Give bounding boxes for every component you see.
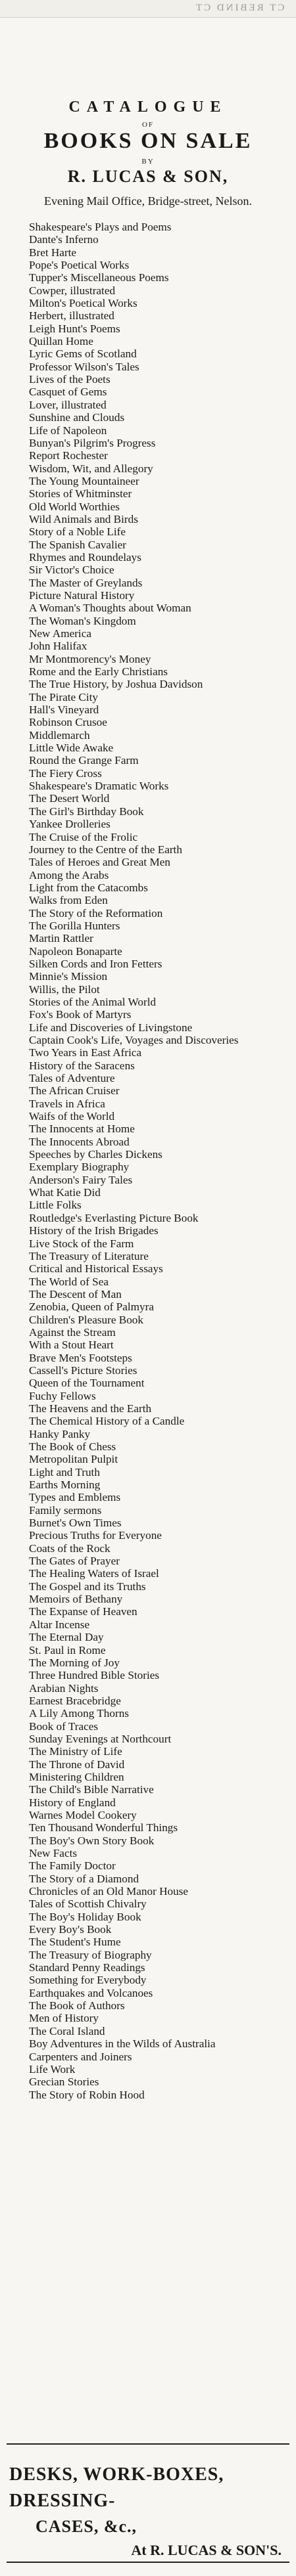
book-title: Earthquakes and Volcanoes [29, 1986, 153, 1999]
book-title: Shakespeare's Dramatic Works [29, 780, 169, 793]
book-title: Quillan Home [29, 335, 93, 348]
book-title: The Healing Waters of Israel [29, 1567, 159, 1580]
book-title: Memoirs of Bethany [29, 1593, 123, 1606]
book-title: History of the Saracens [29, 1059, 135, 1072]
book-title: The Expanse of Heaven [29, 1605, 137, 1618]
book-title: The Eternal Day [29, 1631, 104, 1644]
advert-line-3: At R. LUCAS & SON'S. [131, 2542, 282, 2558]
book-title: Altar Incense [29, 1618, 90, 1631]
book-title: Among the Arabs [29, 868, 109, 881]
book-title: Milton's Poetical Works [29, 297, 137, 310]
book-title: St. Paul in Rome [29, 1643, 106, 1656]
book-title: Captain Cook's Life, Voyages and Discoveries [29, 1034, 239, 1046]
seller-address: Evening Mail Office, Bridge-street, Nelson. [43, 194, 253, 208]
book-title: Tales of Heroes and Great Men [29, 856, 170, 869]
book-title: Light from the Catacombs [29, 881, 148, 894]
book-title: The Innocents Abroad [29, 1135, 130, 1148]
book-title: Anderson's Fairy Tales [29, 1173, 133, 1186]
book-title: Professor Wilson's Tales [29, 360, 139, 373]
book-title: The Boy's Own Story Book [29, 1834, 155, 1847]
book-title: Metropolitan Pulpit [29, 1453, 118, 1466]
book-title: Robinson Crusoe [29, 716, 107, 729]
desks-advert [9, 2462, 285, 2562]
book-title: The Treasury of Literature [29, 1249, 149, 1262]
book-title: Lover, illustrated [29, 398, 107, 411]
book-title: Dante's Inferno [29, 233, 99, 246]
seller-name: R. LUCAS & SON, [67, 167, 229, 186]
book-title: Sir Victor's Choice [29, 564, 114, 577]
book-title: The Boy's Holiday Book [29, 1910, 141, 1923]
book-title: Family sermons [29, 1503, 102, 1517]
book-title: The True History, by Joshua Davidson [29, 678, 203, 691]
book-title: Precious Truths for Everyone [29, 1529, 162, 1542]
book-title: Rhymes and Roundelays [29, 550, 141, 564]
book-title: The Fiery Cross [29, 766, 102, 780]
book-title: Bunyan's Pilgrim's Progress [29, 436, 156, 449]
book-title: Ten Thousand Wonderful Things [29, 1821, 178, 1834]
of-label: OF [141, 121, 155, 129]
book-title: Something for Everybody [29, 1974, 147, 1987]
book-title: The Master of Greylands [29, 576, 143, 589]
book-title: Children's Pleasure Book [29, 1313, 143, 1326]
book-title: The Throne of David [29, 1758, 125, 1771]
book-title: New Facts [29, 1847, 78, 1859]
advert-line-1: DESKS, WORK-BOXES, DRESSING- [9, 2464, 224, 2511]
book-title: The Young Mountaineer [29, 474, 139, 487]
book-title: Pope's Poetical Works [29, 259, 130, 272]
book-title: Fuchy Fellows [29, 1389, 96, 1402]
book-title: The Story of Robin Hood [29, 2088, 145, 2101]
book-title: Leigh Hunt's Poems [29, 322, 120, 335]
book-title: Critical and Historical Essays [29, 1262, 163, 1276]
clipped-previous-advert [0, 0, 296, 18]
book-title: Standard Penny Readings [29, 1961, 145, 1974]
book-title: New America [29, 627, 91, 640]
book-title: Hanky Panky [29, 1427, 91, 1440]
book-title: Men of History [29, 2012, 99, 2025]
book-title: Ministering Children [29, 1770, 124, 1783]
book-title: Round the Grange Farm [29, 754, 139, 767]
book-title: The Gates of Prayer [29, 1555, 120, 1568]
book-title: Tales of Scottish Chivalry [29, 1898, 147, 1911]
book-title: Queen of the Tournament [29, 1377, 145, 1390]
book-title: The Morning of Joy [29, 1656, 120, 1669]
book-title: Wild Animals and Birds [29, 512, 138, 525]
book-title: Light and Truth [29, 1465, 100, 1478]
book-title: The Treasury of Biography [29, 1948, 152, 1961]
book-title: Waifs of the World [29, 1110, 115, 1123]
book-title: The Girl's Birthday Book [29, 805, 144, 818]
book-title: Three Hundred Bible Stories [29, 1669, 160, 1682]
advert-line-2: CASES, &c., [36, 2517, 137, 2536]
book-title: Fox's Book of Martyrs [29, 1008, 132, 1021]
book-title: Earths Morning [29, 1478, 101, 1492]
book-title: John Halifax [29, 640, 87, 653]
book-title: Against the Stream [29, 1325, 116, 1339]
book-title: Warnes Model Cookery [29, 1808, 137, 1821]
book-title: Routledge's Everlasting Picture Book [29, 1211, 199, 1224]
book-title: With a Stout Heart [29, 1339, 114, 1352]
book-title: Picture Natural History [29, 588, 135, 602]
book-title: The Book of Authors [29, 1999, 125, 2012]
book-title: The Desert World [29, 792, 110, 805]
book-title: Herbert, illustrated [29, 309, 114, 322]
book-title: Rome and the Early Christians [29, 665, 168, 678]
book-title: Brave Men's Footsteps [29, 1351, 132, 1364]
book-title: The Gorilla Hunters [29, 919, 120, 932]
book-title: Tupper's Miscellaneous Poems [29, 271, 169, 284]
advert-bottom-rule [7, 2562, 289, 2563]
book-title: Chronicles of an Old Manor House [29, 1885, 189, 1898]
book-title: The Student's Hume [29, 1936, 121, 1949]
book-title: What Katie Did [29, 1186, 101, 1199]
book-title: The Story of a Diamond [29, 1872, 139, 1885]
book-title: Willis, the Pilot [29, 983, 100, 996]
book-title: Coats of the Rock [29, 1542, 111, 1555]
book-title: History of the Irish Brigades [29, 1224, 159, 1237]
book-title: Tales of Adventure [29, 1072, 115, 1085]
book-title: Sunshine and Clouds [29, 411, 125, 424]
book-title: The Book of Chess [29, 1440, 116, 1453]
book-title: Stories of Whitminster [29, 487, 132, 500]
book-title: Silken Cords and Iron Fetters [29, 957, 162, 970]
book-title: Little Wide Awake [29, 742, 114, 755]
book-title: Cowper, illustrated [29, 284, 116, 297]
book-title: The Spanish Cavalier [29, 538, 126, 551]
book-title: Two Years in East Africa [29, 1046, 142, 1059]
book-title: Boy Adventures in the Wilds of Australia [29, 2037, 216, 2051]
catalogue-heading: CATALOGUE [68, 99, 228, 116]
book-list [29, 221, 288, 2101]
book-title: Book of Traces [29, 1720, 99, 1733]
book-title: A Lily Among Thorns [29, 1707, 129, 1720]
book-title: Report Rochester [29, 449, 108, 462]
book-title: The Woman's Kingdom [29, 614, 136, 627]
book-title: Every Boy's Book [29, 1923, 112, 1936]
book-title: Story of a Noble Life [29, 525, 126, 539]
book-title: Life Work [29, 2062, 76, 2076]
book-title: Live Stock of the Farm [29, 1237, 134, 1250]
book-title: Yankee Drolleries [29, 818, 111, 831]
book-title: Sunday Evenings at Northcourt [29, 1732, 172, 1745]
book-title: Carpenters and Joiners [29, 2050, 132, 2063]
book-title: Cassell's Picture Stories [29, 1364, 137, 1377]
book-title: Grecian Stories [29, 2076, 99, 2089]
book-title: Exemplary Biography [29, 1161, 130, 1174]
book-title: Old World Worthies [29, 500, 120, 513]
book-title: Middlemarch [29, 728, 90, 742]
book-title: Napoleon Bonaparte [29, 944, 122, 958]
book-title: A Woman's Thoughts about Woman [29, 602, 191, 615]
book-title: Casquet of Gems [29, 386, 107, 399]
book-title: Burnet's Own Times [29, 1517, 122, 1530]
mirrored-bleed-text: CT REBIND CT [193, 3, 284, 13]
book-title: Travels in Africa [29, 1097, 105, 1110]
book-title: The African Cruiser [29, 1084, 120, 1098]
book-title: Arabian Nights [29, 1681, 99, 1695]
book-title: Life and Discoveries of Livingstone [29, 1021, 193, 1034]
book-title: Wisdom, Wit, and Allegory [29, 462, 153, 475]
book-title: The World of Sea [29, 1275, 109, 1288]
book-title: Hall's Vineyard [29, 703, 99, 717]
book-title: The Ministry of Life [29, 1745, 122, 1758]
book-title: Martin Rattler [29, 932, 93, 945]
book-title: Mr Montmorency's Money [29, 652, 151, 665]
book-title: The Pirate City [29, 690, 99, 703]
book-title: Speeches by Charles Dickens [29, 1148, 162, 1161]
book-title: Stories of the Animal World [29, 995, 157, 1008]
books-on-sale-heading: BOOKS ON SALE [43, 129, 253, 153]
by-label: BY [141, 158, 155, 166]
book-title: Walks from Eden [29, 894, 108, 907]
book-title: The Coral Island [29, 2024, 105, 2037]
book-title: Types and Emblems [29, 1491, 121, 1504]
book-title: Lives of the Poets [29, 373, 111, 386]
book-title: Journey to the Centre of the Earth [29, 843, 182, 856]
book-title: The Gospel and its Truths [29, 1580, 146, 1593]
book-title: The Heavens and the Earth [29, 1402, 152, 1415]
book-title: Bret Harte [29, 246, 77, 259]
book-title: The Innocents at Home [29, 1122, 135, 1136]
book-title: The Child's Bible Narrative [29, 1783, 154, 1796]
book-title: The Story of the Reformation [29, 906, 163, 920]
book-title: The Chemical History of a Candle [29, 1415, 185, 1428]
advert-top-rule [7, 2443, 289, 2445]
book-title: History of England [29, 1796, 116, 1809]
book-title: Earnest Bracebridge [29, 1694, 121, 1707]
book-title: The Family Doctor [29, 1859, 116, 1873]
book-title: Lyric Gems of Scotland [29, 347, 137, 361]
book-title: Life of Napoleon [29, 424, 107, 437]
book-title: Shakespeare's Plays and Poems [29, 221, 172, 233]
book-title: Little Folks [29, 1199, 82, 1212]
book-title: The Cruise of the Frolic [29, 830, 138, 843]
book-title: The Descent of Man [29, 1287, 122, 1300]
book-title: Zenobia, Queen of Palmyra [29, 1300, 154, 1314]
book-title: Minnie's Mission [29, 970, 108, 983]
